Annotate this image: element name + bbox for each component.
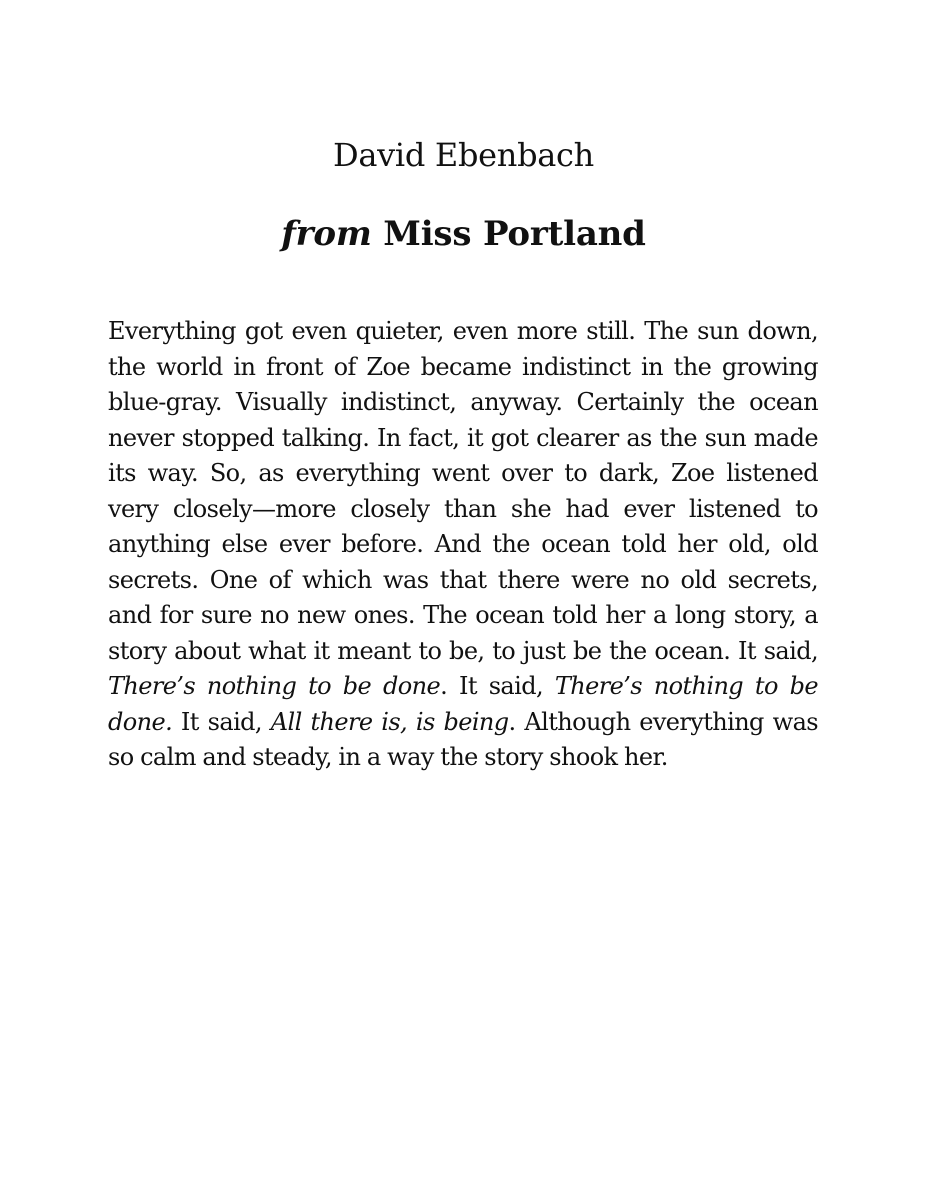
excerpt-title xyxy=(0,214,927,254)
paragraph-text-3: It said, xyxy=(172,707,271,736)
paragraph-text-2: . It said, xyxy=(440,672,555,700)
excerpt-paragraph xyxy=(108,314,818,776)
paragraph-text-1: Everything got even quieter, even more still. The sun down, the world in front of Zoe became indistinct in the growing blue-gray. Visually indistinct, anyway. Certainly the ocean never stopped talking. In fact, it got clearer as the sun made its way. So, as everything went over to dark, Zoe listened very closely—more closely than she had ever listened to anything else ever before. And the ocean told her old, old secrets. One of which was that there were no old secrets, and for sure no new ones. The ocean told her a long story, a story about what it meant to be, to just be the ocean. It said, xyxy=(108,317,818,665)
paragraph-text-4: . Although everything was so calm and steady, in a way the story shook her. xyxy=(108,707,818,771)
quote-italic-1: There’s nothing to be done xyxy=(108,672,441,700)
quote-italic-3: All there is, is being xyxy=(270,707,509,736)
title-prefix: from xyxy=(281,214,372,254)
title-main: Miss Portland xyxy=(383,214,646,254)
author-name: David Ebenbach xyxy=(333,136,594,174)
quote-italic-2: There’s nothing to be done. xyxy=(108,672,819,736)
